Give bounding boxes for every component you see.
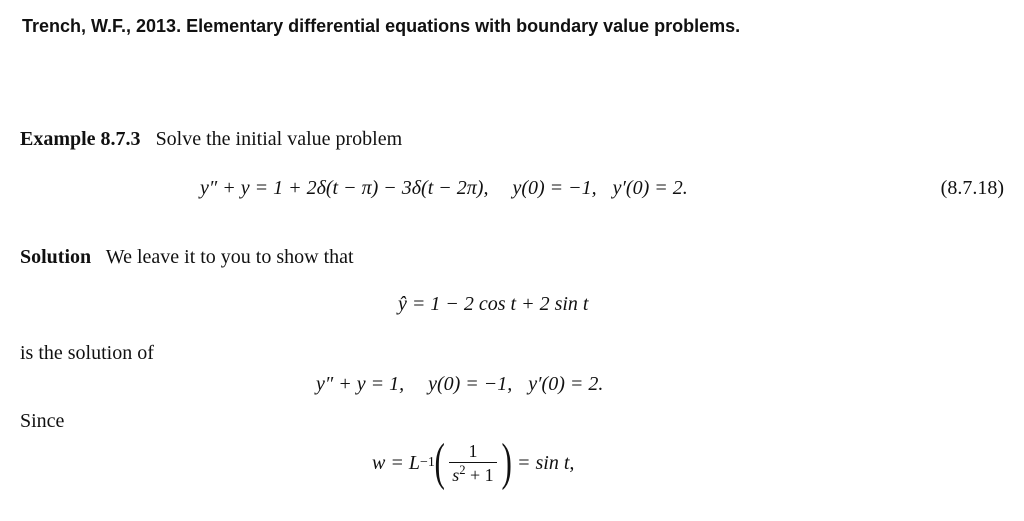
equation-yhat: ŷ = 1 − 2 cos t + 2 sin t <box>398 293 589 315</box>
equation-main-lhs: y″ + y = 1 + 2δ(t − π) − 3δ(t − 2π), <box>200 177 489 199</box>
denominator-rest: + 1 <box>465 464 494 485</box>
equation-main <box>200 177 688 200</box>
citation-header: Trench, W.F., 2013. Elementary differential equations with boundary value problems. <box>22 16 741 36</box>
since-text: Since <box>20 410 65 432</box>
example-label: Example 8.7.3 <box>20 128 141 150</box>
equation-ivp <box>316 373 603 396</box>
equation-w-rhs: = sin t, <box>517 451 575 474</box>
left-paren: ( <box>434 434 445 491</box>
solution-heading <box>20 246 354 269</box>
solution-of-text: is the solution of <box>20 342 154 364</box>
fraction-numerator: 1 <box>449 441 497 463</box>
right-paren: ) <box>501 434 512 491</box>
example-text: Solve the initial value problem <box>155 128 403 150</box>
equation-number: (8.7.18) <box>940 177 1004 199</box>
equation-ivp-ic1: y(0) = −1, <box>428 373 513 395</box>
equation-w <box>372 428 574 498</box>
equation-w-lhs: w = L <box>372 451 420 474</box>
equation-main-ic2: y′(0) = 2. <box>612 177 688 199</box>
equation-w-inverse: −1 <box>419 455 435 470</box>
equation-ivp-ic2: y′(0) = 2. <box>528 373 604 395</box>
equation-main-ic1: y(0) = −1, <box>512 177 597 199</box>
solution-text: We leave it to you to show that <box>105 246 354 268</box>
denominator-exp: 2 <box>459 462 466 477</box>
equation-ivp-lhs: y″ + y = 1, <box>316 373 405 395</box>
solution-label: Solution <box>20 246 92 268</box>
example-heading <box>20 128 402 151</box>
fraction-denominator <box>448 463 497 486</box>
denominator-base: s <box>452 464 460 485</box>
fraction <box>448 441 497 486</box>
